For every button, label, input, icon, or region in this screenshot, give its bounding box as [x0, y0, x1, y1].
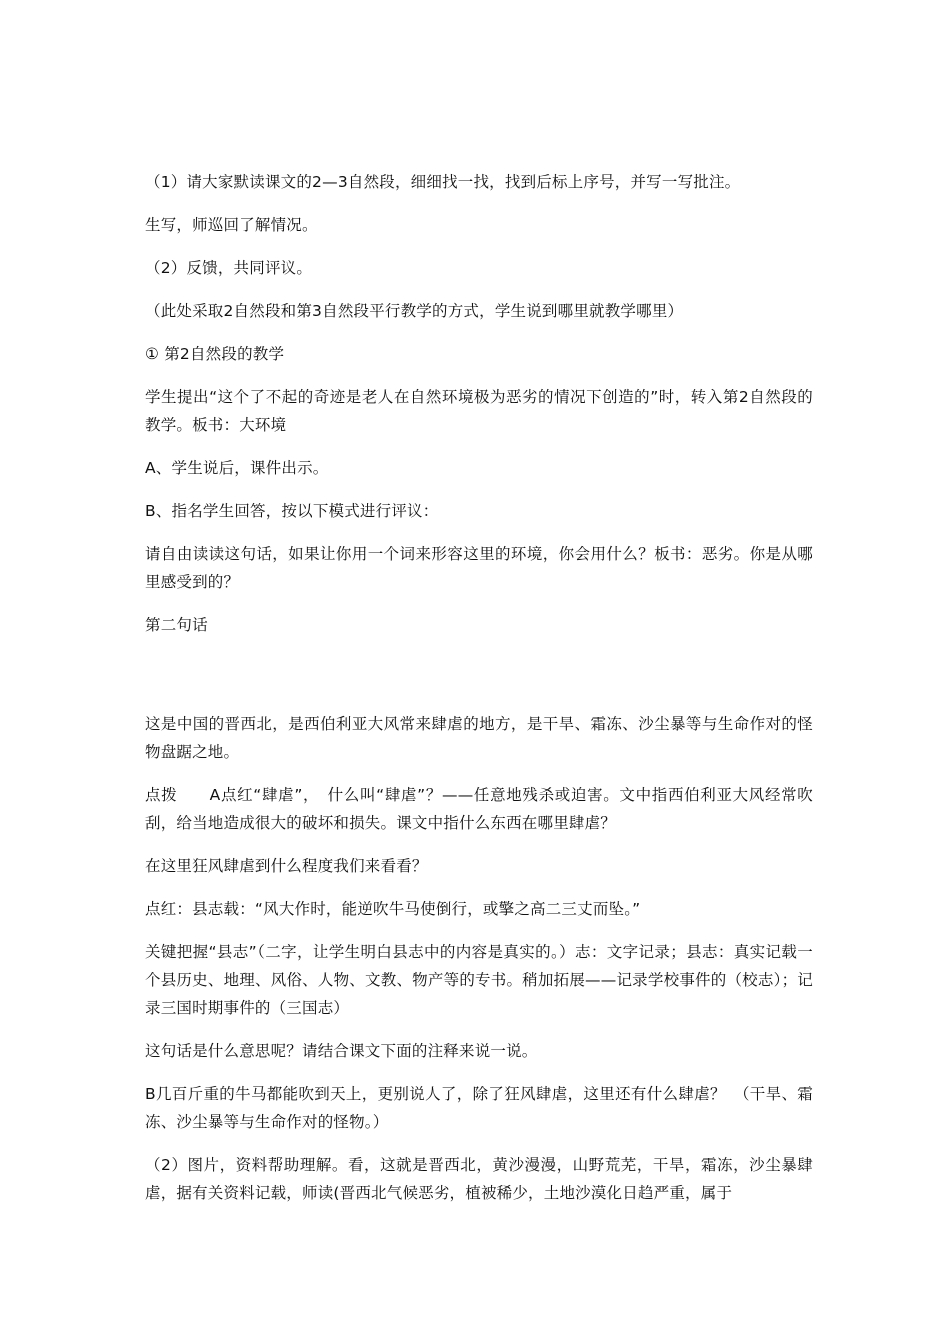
paragraph-meaning-question: 这句话是什么意思呢？请结合课文下面的注释来说一说。	[145, 1042, 538, 1060]
paragraph-section-heading-2: ① 第2自然段的教学	[145, 345, 285, 363]
paragraph-teaching-method-note: （此处采取2自然段和第3自然段平行教学的方式，学生说到哪里就教学哪里）	[145, 302, 684, 320]
document-body	[145, 168, 813, 1222]
paragraph-quoted-sentence: 这是中国的晋西北，是西伯利亚大风常来肆虐的地方，是干旱、霜冻、沙尘暴等与生命作对的怪物盘踞之地。	[145, 715, 813, 761]
paragraph-county-annals-key: 关键把握“县志”（二字，让学生明白县志中的内容是真实的。）志：文字记录；县志：真实记载一个县历史、地理、风俗、人物、文教、物产等的专书。稍加拓展——记录学校事件的（校志）；记录三国时期事件的（三国志）	[145, 943, 813, 1017]
paragraph-second-sentence-label: 第二句话	[145, 616, 208, 634]
paragraph-step-b: B、指名学生回答，按以下模式进行评议：	[145, 502, 439, 520]
paragraph-wind-degree: 在这里狂风肆虐到什么程度我们来看看？	[145, 857, 428, 875]
paragraph-silent-reading-task: （1）请大家默读课文的2—3自然段，细细找一找，找到后标上序号，并写一写批注。	[145, 173, 741, 191]
paragraph-student-proposal: 学生提出“这个了不起的奇迹是老人在自然环境极为恶劣的情况下创造的”时，转入第2自然段的教学。板书：大环境	[145, 388, 813, 434]
paragraph-step-a: A、学生说后，课件出示。	[145, 459, 329, 477]
paragraph-guidance-a: 点拨 A点红“肆虐”， 什么叫“肆虐”？——任意地残杀或迫害。文中指西伯利亚大风经常吹刮，给当地造成很大的破坏和损失。课文中指什么东西在哪里肆虐？	[145, 786, 813, 832]
paragraph-feedback: （2）反馈，共同评议。	[145, 259, 313, 277]
paragraph-pictures-materials: （2）图片，资料帮助理解。看，这就是晋西北，黄沙漫漫，山野荒芜，干旱，霜冻，沙尘暴肆虐，据有关资料记载，师读(晋西北气候恶劣，植被稀少，土地沙漠化日趋严重，属于	[145, 1156, 813, 1202]
paragraph-guidance-b: B几百斤重的牛马都能吹到天上，更别说人了，除了狂风肆虐，这里还有什么肆虐？ （干旱、霜冻、沙尘暴等与生命作对的怪物。）	[145, 1085, 813, 1131]
paragraph-reading-prompt: 请自由读读这句话，如果让你用一个词来形容这里的环境，你会用什么？板书：恶劣。你是从哪里感受到的？	[145, 545, 813, 591]
paragraph-students-write: 生写，师巡回了解情况。	[145, 216, 318, 234]
paragraph-county-record: 点红：县志载：“风大作时，能逆吹牛马使倒行，或擎之高二三丈而坠。”	[145, 900, 641, 918]
